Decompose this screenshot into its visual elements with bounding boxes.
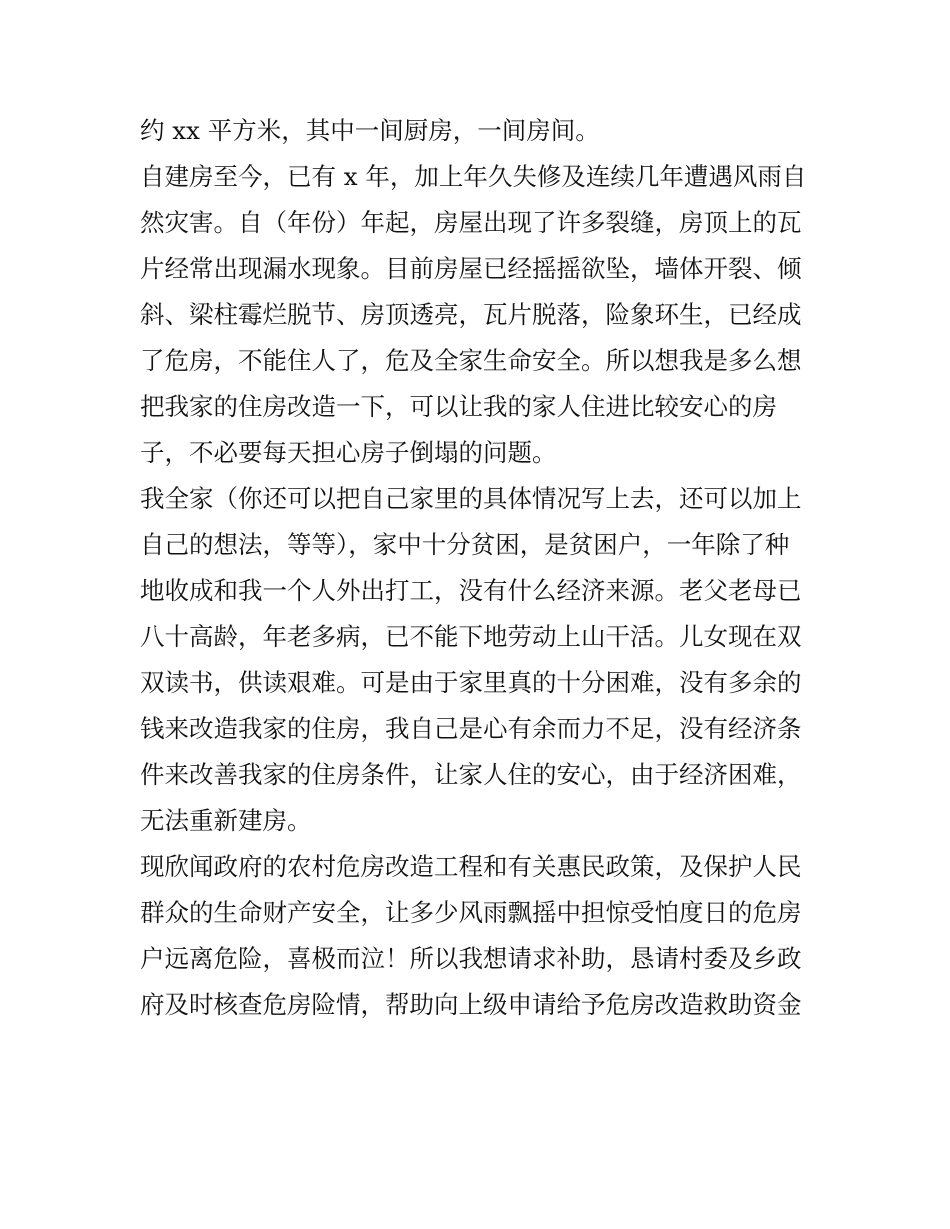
text-line: 户远离危险，喜极而泣！所以我想请求补助，恳请村委及乡政 (140, 944, 802, 973)
text-line: 双读书，供读艰难。可是由于家里真的十分困难，没有多余的 (140, 668, 802, 697)
paragraph-subsidy-request (140, 844, 830, 1028)
text-line: 我全家（你还可以把自己家里的具体情况写上去，还可以加上 (140, 484, 802, 513)
paragraph-house-size (140, 108, 830, 154)
text-line: 府及时核查危房险情，帮助向上级申请给予危房改造救助资金 (140, 990, 802, 1019)
text-line: 约 xx 平方米，其中一间厨房，一间房间。 (140, 116, 600, 145)
text-line: 自建房至今，已有 x 年，加上年久失修及连续几年遭遇风雨自 (140, 162, 807, 191)
text-line: 件来改善我家的住房条件，让家人住的安心，由于经济困难， (140, 760, 802, 789)
text-line: 把我家的住房改造一下，可以让我的家人住进比较安心的房 (140, 392, 777, 421)
text-line: 然灾害。自（年份）年起，房屋出现了许多裂缝，房顶上的瓦 (140, 208, 802, 237)
text-line: 片经常出现漏水现象。目前房屋已经摇摇欲坠，墙体开裂、倾 (140, 254, 802, 283)
paragraph-house-condition (140, 154, 830, 476)
paragraph-family-situation (140, 476, 830, 844)
text-line: 地收成和我一个人外出打工，没有什么经济来源。老父老母已 (140, 576, 802, 605)
text-line: 了危房，不能住人了，危及全家生命安全。所以想我是多么想 (140, 346, 802, 375)
text-line: 钱来改造我家的住房，我自己是心有余而力不足，没有经济条 (140, 714, 802, 743)
document-body (140, 108, 830, 1028)
text-line: 斜、梁柱霉烂脱节、房顶透亮，瓦片脱落，险象环生，已经成 (140, 300, 802, 329)
text-line: 八十高龄，年老多病，已不能下地劳动上山干活。儿女现在双 (140, 622, 802, 651)
text-line: 无法重新建房。 (140, 806, 312, 835)
text-line: 子，不必要每天担心房子倒塌的问题。 (140, 438, 557, 467)
text-line: 现欣闻政府的农村危房改造工程和有关惠民政策，及保护人民 (140, 852, 802, 881)
text-line: 自己的想法，等等），家中十分贫困，是贫困户，一年除了种 (140, 530, 790, 559)
text-line: 群众的生命财产安全，让多少风雨飘摇中担惊受怕度日的危房 (140, 898, 802, 927)
